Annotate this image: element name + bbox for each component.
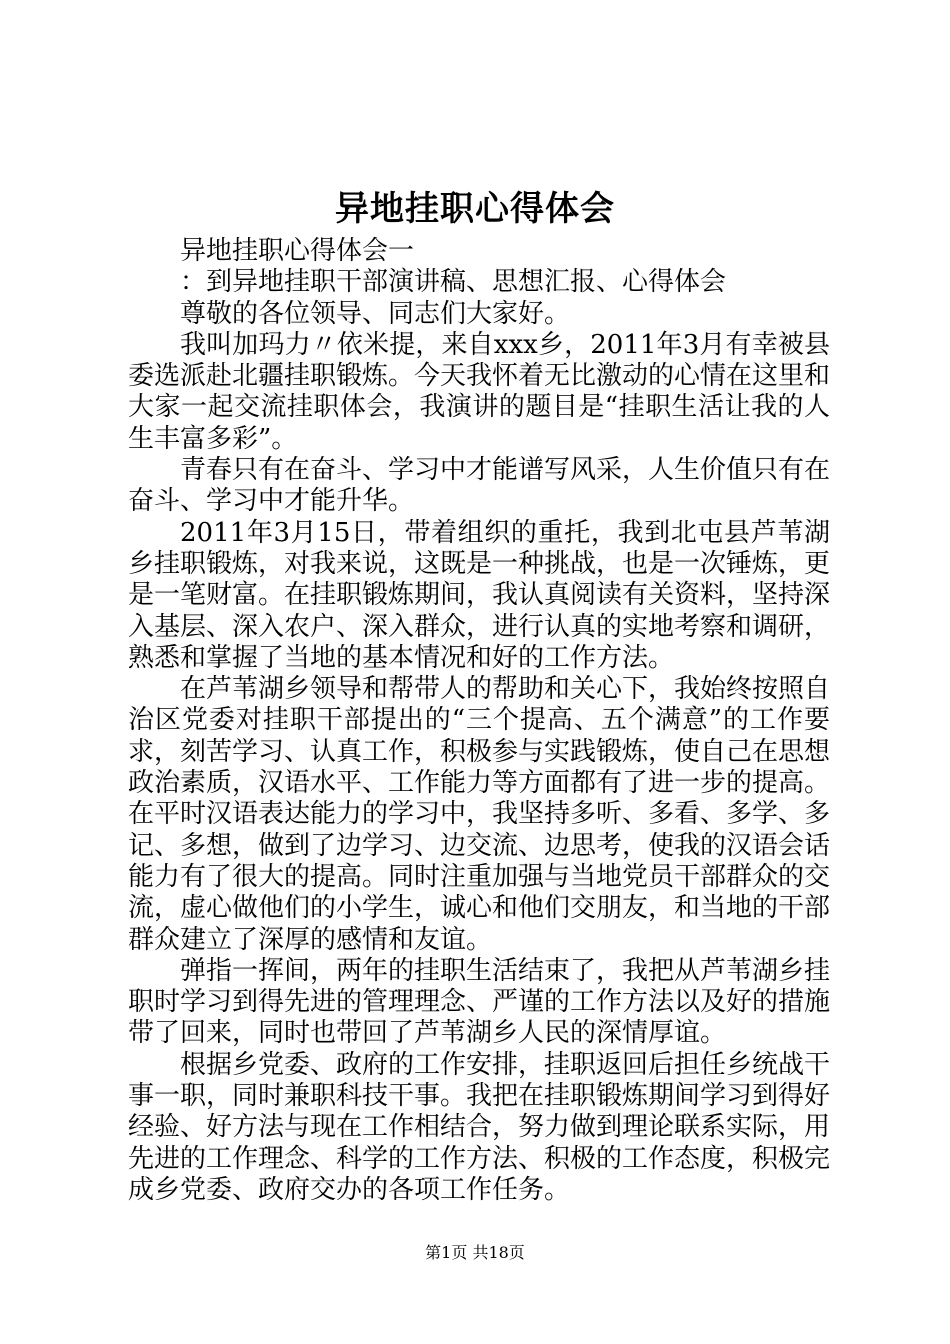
document-body bbox=[128, 236, 830, 1206]
section-heading: 异地挂职心得体会一 bbox=[180, 236, 415, 266]
page-number-footer: 第1页 共18页 bbox=[425, 1243, 525, 1262]
body-paragraph: 弹指一挥间，两年的挂职生活结束了，我把从芦苇湖乡挂职时学习到得先进的管理理念、严谨的工作方法以及好的措施带了回来，同时也带回了芦苇湖乡人民的深情厚谊。 bbox=[128, 955, 831, 1049]
body-paragraph: 2011年3月15日，带着组织的重托，我到北屯县芦苇湖乡挂职锻炼，对我来说，这既是一种挑战，也是一次锤炼，更是一笔财富。在挂职锻炼期间，我认真阅读有关资料，坚持深入基层、深入农户、深入群众，进行认真的实地考察和调研，熟悉和掌握了当地的基本情况和好的工作方法。 bbox=[128, 517, 831, 673]
body-paragraph: 根据乡党委、政府的工作安排，挂职返回后担任乡统战干事一职，同时兼职科技干事。我把在挂职锻炼期间学习到得好经验、好方法与现在工作相结合，努力做到理论联系实际，用先进的工作理念、科学的工作方法、积极的工作态度，积极完成乡党委、政府交办的各项工作任务。 bbox=[128, 1049, 831, 1205]
body-paragraph: 我叫加玛力〃依米提，来自xxx乡，2011年3月有幸被县委选派赴北疆挂职锻炼。今天我怀着无比激动的心情在这里和大家一起交流挂职体会，我演讲的题目是“挂职生活让我的人生丰富多彩”。 bbox=[128, 329, 831, 454]
subtitle-line: ：到异地挂职干部演讲稿、思想汇报、心得体会 bbox=[180, 267, 727, 298]
document-title: 异地挂职心得体会 bbox=[335, 189, 615, 229]
body-paragraph: 青春只有在奋斗、学习中才能谱写风采，人生价值只有在奋斗、学习中才能升华。 bbox=[128, 455, 831, 517]
greeting-paragraph: 尊敬的各位领导、同志们大家好。 bbox=[180, 298, 571, 329]
body-paragraph: 在芦苇湖乡领导和帮带人的帮助和关心下，我始终按照自治区党委对挂职干部提出的“三个提高、五个满意”的工作要求，刻苦学习、认真工作，积极参与实践锻炼，使自己在思想政治素质，汉语水平、工作能力等方面都有了进一步的提高。在平时汉语表达能力的学习中，我坚持多听、多看、多学、多记、多想，做到了边学习、边交流、边思考，使我的汉语会话能力有了很大的提高。同时注重加强与当地党员干部群众的交流，虚心做他们的小学生，诚心和他们交朋友，和当地的干部群众建立了深厚的感情和友谊。 bbox=[128, 674, 831, 955]
